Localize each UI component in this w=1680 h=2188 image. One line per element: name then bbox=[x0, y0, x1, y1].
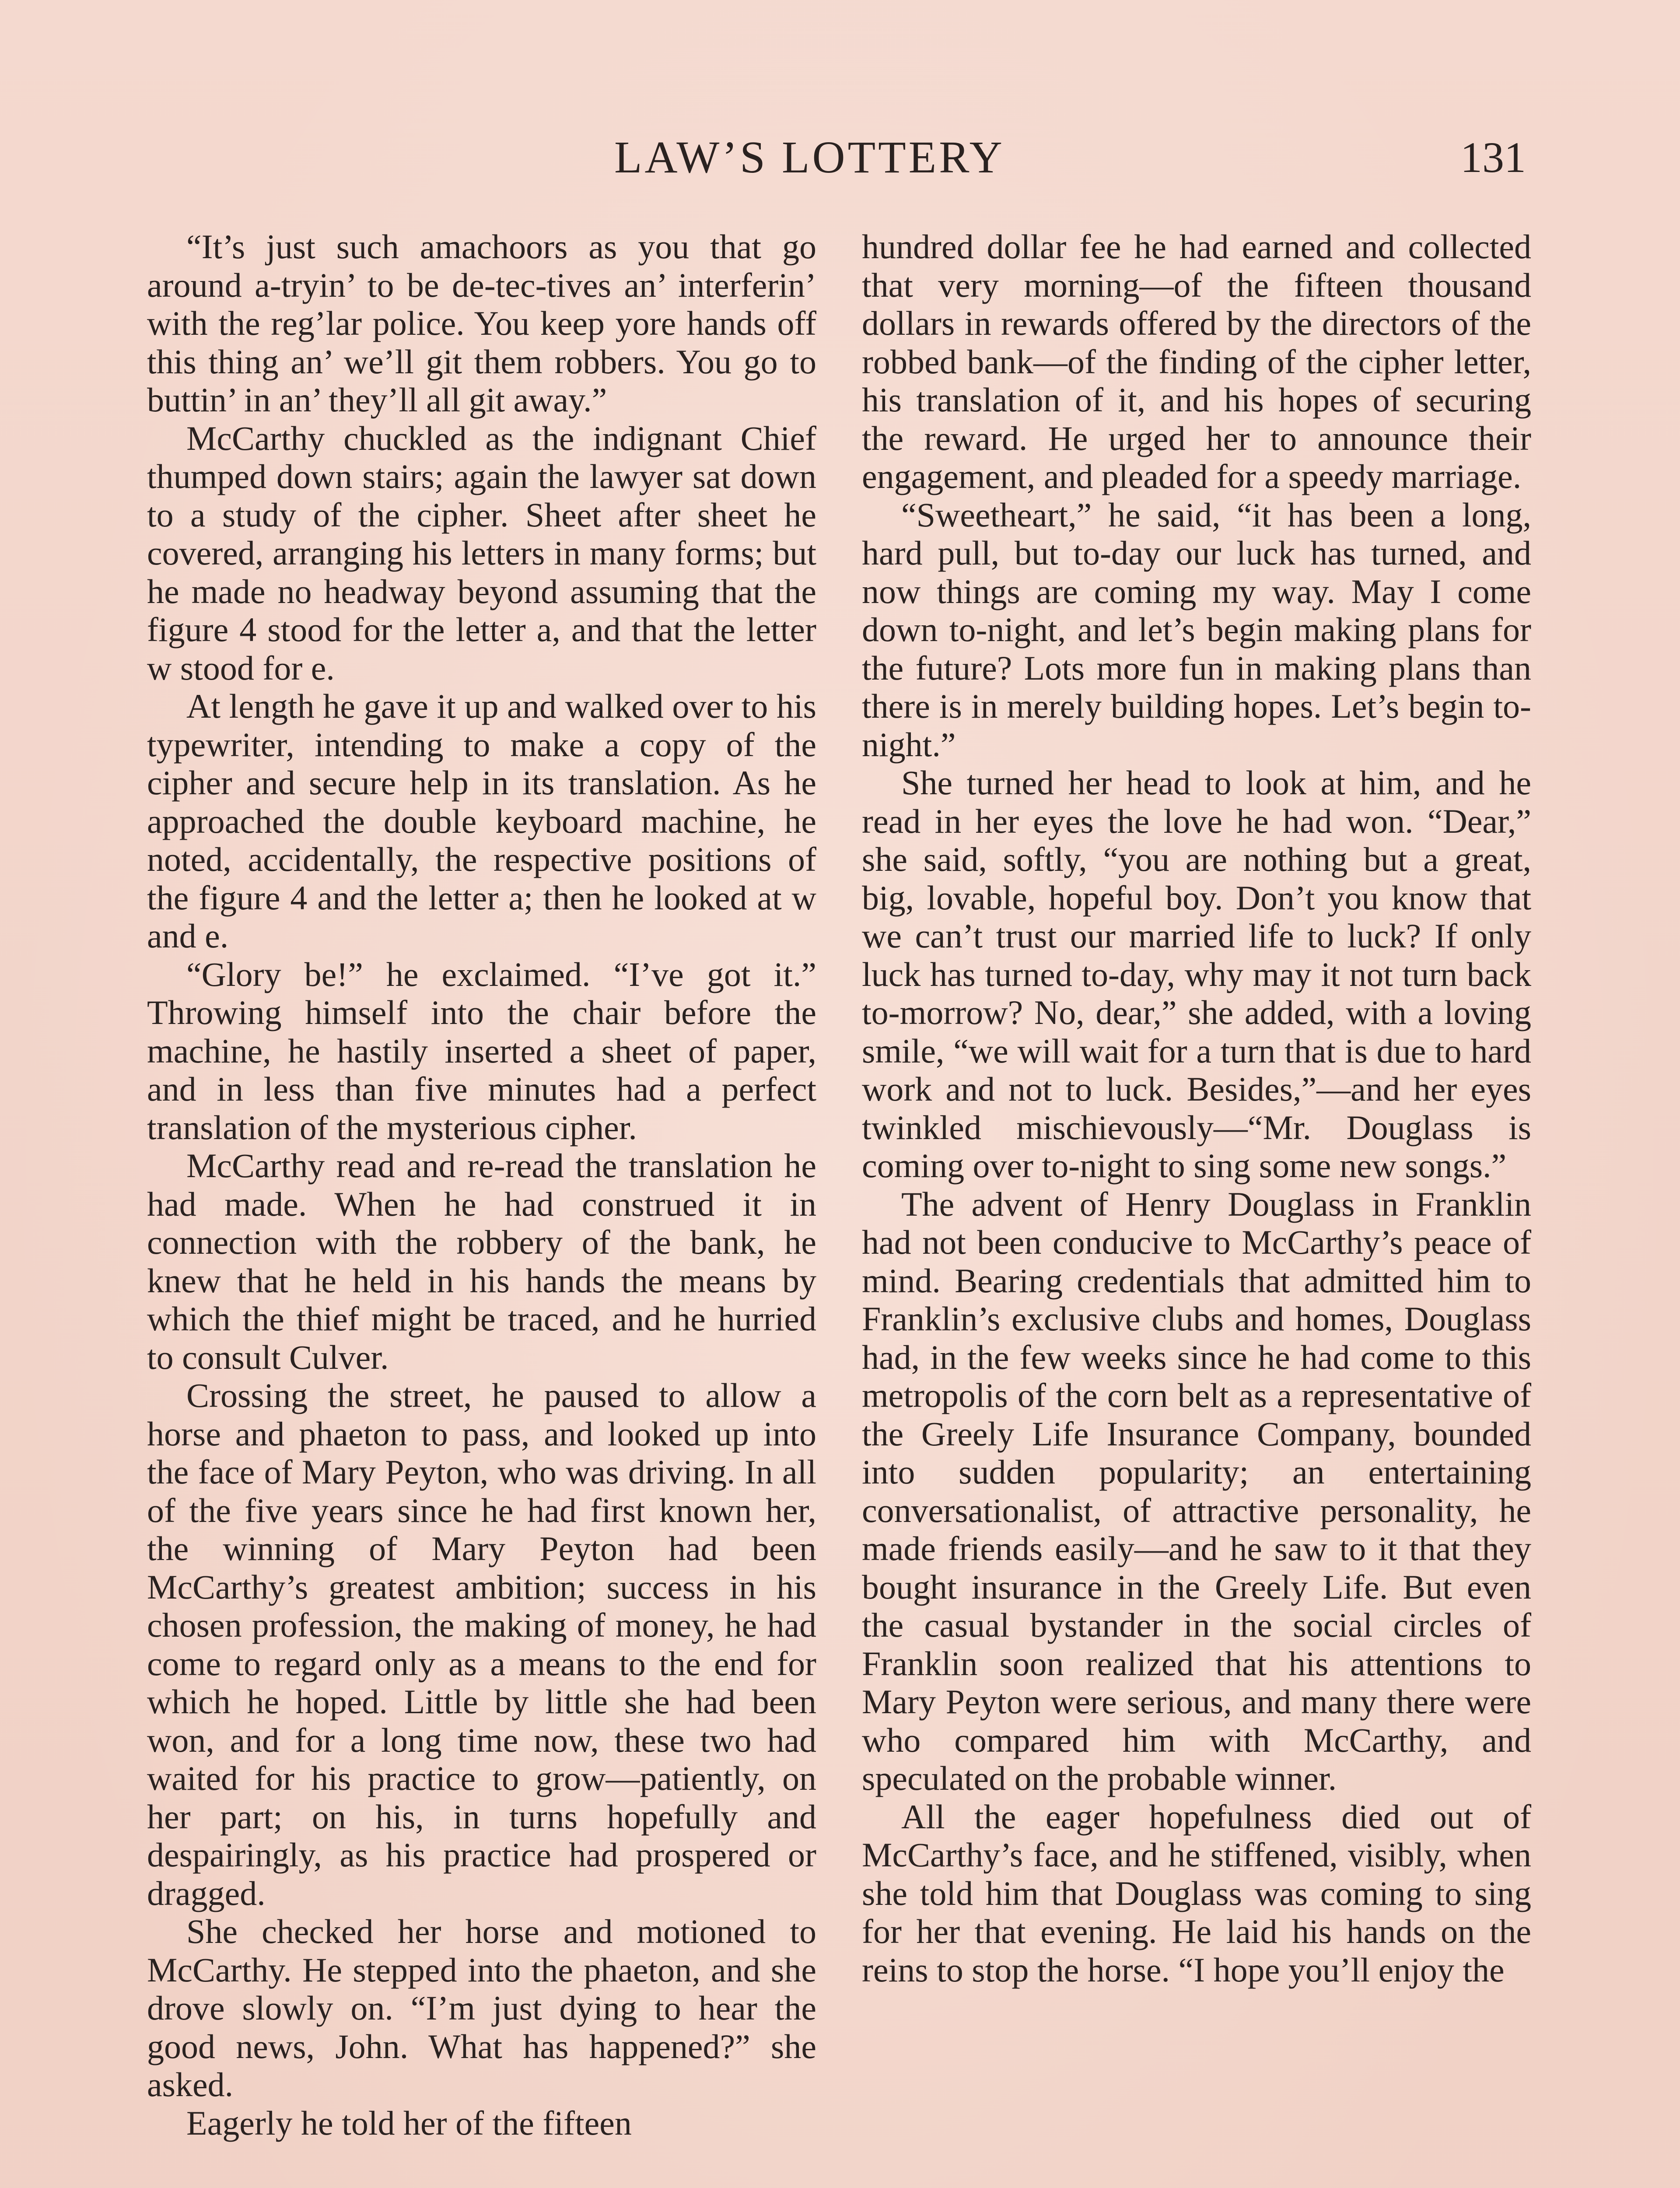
paragraph: She checked her horse and motioned to McCarthy. He stepped into the phaeton, and she drove slowly on. “I’m just dying to hear the good news, John. What has happened?” she asked. bbox=[147, 1912, 816, 2104]
paragraph: All the eager hopefulness died out of McCarthy’s face, and he stiffened, visibly, when she told him that Douglass was coming to sing for her that evening. He laid his hands on the reins to stop the horse. “I hope you’ll enjoy the bbox=[862, 1797, 1531, 1989]
paragraph: “Glory be!” he exclaimed. “I’ve got it.” Throwing himself into the chair before the machine, he hastily inserted a sheet of paper, and in less than five minutes had a perfect translation of the mysterious cipher. bbox=[147, 955, 816, 1147]
running-title: LAW’S LOTTERY bbox=[614, 132, 1005, 182]
paragraph: She turned her head to look at him, and he read in her eyes the love he had won. “Dear,” she said, softly, “you are nothing but a great, big, lovable, hopeful boy. Don’t you know that we can’t trust our married life to luck? If only luck has turned to-day, why may it not turn back to-morrow? No, dear,” she added, with a loving smile, “we will wait for a turn that is due to hard work and not to luck. Besides,”—and her eyes twinkled mischievously—“Mr. Douglass is coming over to-night to sing some new songs.” bbox=[862, 764, 1531, 1185]
paragraph: McCarthy read and re-read the translation he had made. When he had construed it in connection with the robbery of the bank, he knew that he held in his hands the means by which the thief might be traced, and he hurried to consult Culver. bbox=[147, 1147, 816, 1376]
page-number: 131 bbox=[1460, 133, 1526, 182]
paragraph: “Sweetheart,” he said, “it has been a long, hard pull, but to-day our luck has turned, and now things are coming my way. May I come down to-night, and let’s begin making plans for the future? Lots more fun in making plans than there is in merely building hopes. Let’s begin to-night.” bbox=[862, 495, 1531, 764]
paragraph: Crossing the street, he paused to allow a horse and phaeton to pass, and looked up into the face of Mary Peyton, who was driving. In all of the five years since he had first known her, the winning of Mary Peyton had been McCarthy’s greatest ambition; success in his chosen profession, the making of money, he had come to regard only as a means to the end for which he hoped. Little by little she had been won, and for a long time now, these two had waited for his practice to grow—patiently, on her part; on his, in turns hopefully and despairingly, as his practice had prospered or dragged. bbox=[147, 1376, 816, 1912]
paragraph: The advent of Henry Douglass in Franklin had not been conducive to McCarthy’s peace of mind. Bearing credentials that admitted him to Franklin’s exclusive clubs and homes, Douglass had, in the few weeks since he had come to this metropolis of the corn belt as a representative of the Greely Life Insurance Company, bounded into sudden popularity; an entertaining conversationalist, of attractive personality, he made friends easily—and he saw to it that they bought insurance in the Greely Life. But even the casual bystander in the social circles of Franklin soon realized that his attentions to Mary Peyton were serious, and many there were who compared him with McCarthy, and speculated on the probable winner. bbox=[862, 1185, 1531, 1797]
paragraph-continued: hundred dollar fee he had earned and collected that very morning—of the fifteen thousand dollars in rewards offered by the directors of the robbed bank—of the finding of the cipher letter, his translation of it, and his hopes of securing the reward. He urged her to announce their engagement, and pleaded for a speedy marriage. bbox=[862, 228, 1531, 495]
paragraph: McCarthy chuckled as the indignant Chief thumped down stairs; again the lawyer sat down to a study of the cipher. Sheet after sheet he covered, arranging his letters in many forms; but he made no headway beyond assuming that the figure 4 stood for the letter a, and that the letter w stood for e. bbox=[147, 419, 816, 687]
paragraph: At length he gave it up and walked over to his typewriter, intending to make a copy of the cipher and secure help in its translation. As he approached the double keyboard machine, he noted, accidentally, the respective positions of the figure 4 and the letter a; then he looked at w and e. bbox=[147, 687, 816, 955]
paragraph: Eagerly he told her of the fifteen bbox=[186, 2104, 632, 2142]
paragraph: “It’s just such amachoors as you that go around a-tryin’ to be de-tec-tives an’ interferin’ with the reg’lar police. You keep yore hands off this thing an’ we’ll git them robbers. You go to buttin’ in an’ they’ll all git away.” bbox=[147, 228, 816, 419]
left-text-column bbox=[147, 228, 816, 2142]
right-text-column bbox=[862, 228, 1531, 1989]
page-header bbox=[0, 127, 1680, 188]
